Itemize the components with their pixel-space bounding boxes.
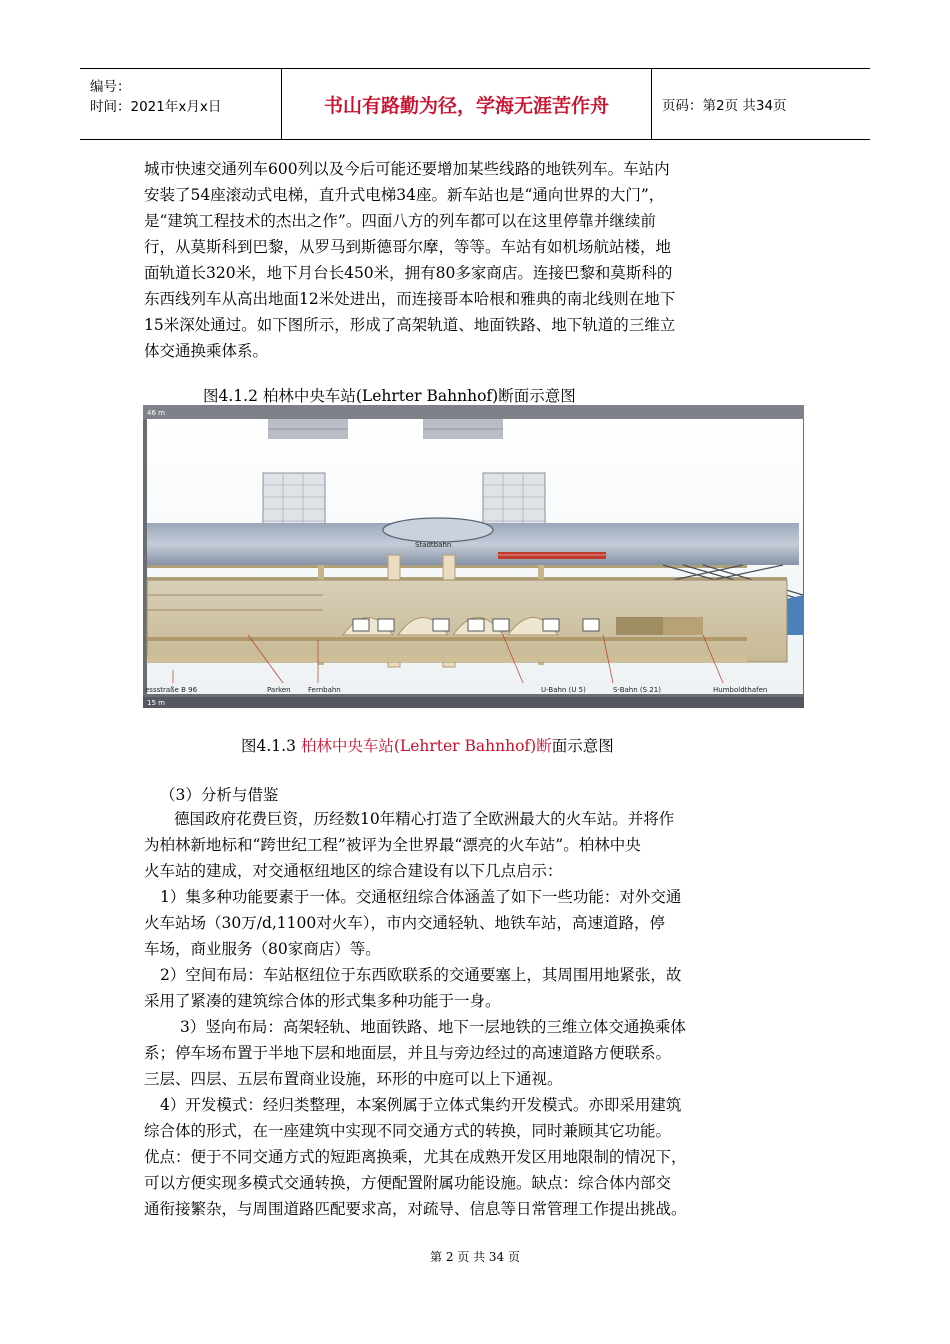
text-line: 15米深处通过。如下图所示，形成了高架轨道、地面铁路、地下轨道的三维立 — [144, 316, 676, 334]
text-line: 东西线列车从高出地面12米处进出，而连接哥本哈根和雅典的南北线则在地下 — [144, 290, 676, 308]
figure-caption-bottom — [241, 734, 614, 756]
text-line: 行，从莫斯科到巴黎，从罗马到斯德哥尔摩，等等。车站有如机场航站楼，地 — [144, 238, 672, 256]
ubahn-label: U-Bahn (U 5) — [541, 686, 586, 694]
text-line: 火车站的建成，对交通枢纽地区的综合建设有以下几点启示： — [144, 862, 563, 880]
text-line: 三层、四层、五层布置商业设施，环形的中庭可以上下通视。 — [144, 1070, 563, 1088]
text-line: 是“建筑工程技术的杰出之作”。四面八方的列车都可以在这里停靠并继续前 — [144, 212, 656, 230]
text-line: 安装了54座滚动式电梯，直升式电梯34座。新车站也是“通向世界的大门”， — [144, 186, 665, 204]
text-line: 为柏林新地标和“跨世纪工程”被评为全世界最“漂亮的火车站”。柏林中央 — [144, 836, 641, 854]
text-line: 综合体的形式，在一座建筑中实现不同交通方式的转换，同时兼顾其它功能。 — [144, 1122, 672, 1140]
text-line: 优点：便于不同交通方式的短距离换乘，尤其在成熟开发区用地限制的情况下， — [144, 1148, 687, 1166]
point-4 — [144, 1092, 824, 1222]
caption-suffix: 面示意图 — [551, 737, 614, 755]
text-line: 车场，商业服务（80家商店）等。 — [144, 940, 381, 958]
text-line: 采用了紧凑的建筑综合体的形式集多种功能于一身。 — [144, 992, 501, 1010]
point-2 — [144, 962, 824, 1014]
figure-caption-top: 图4.1.2 柏林中央车站(Lehrter Bahnhof)断面示意图 — [203, 387, 576, 405]
parken-label: Parken — [267, 686, 291, 694]
strasse-label: essstraße B 96 — [145, 686, 198, 694]
text-line: 可以方便实现多模式交通转换，方便配置附属功能设施。缺点：综合体内部交 — [144, 1174, 672, 1192]
header-page-info: 页码：第2页 共34页 — [662, 98, 787, 114]
station-section-figure — [143, 405, 804, 708]
caption-prefix: 图4.1.3 — [241, 737, 301, 755]
text-line: 2）空间布局：车站枢纽位于东西欧联系的交通要塞上，其周围用地紧张，故 — [160, 966, 682, 984]
text-line: 通衔接繁杂，与周围道路匹配要求高，对疏导、信息等日常管理工作提出挑战。 — [144, 1200, 687, 1218]
sbahn-label: S-Bahn (S 21) — [613, 686, 661, 694]
text-line: 德国政府花费巨资，历经数10年精心打造了全欧洲最大的火车站。并将作 — [174, 810, 675, 828]
document-header — [80, 68, 870, 140]
text-line: 火车站场（30万/d,1100对火车），市内交通轻轨、地铁车站，高速道路，停 — [144, 914, 665, 932]
header-meta-cell — [80, 69, 282, 139]
text-line: 体交通换乘体系。 — [144, 342, 269, 360]
section-title: （3）分析与借鉴 — [160, 786, 279, 804]
number-label: 编号： — [90, 79, 131, 95]
text-line: 面轨道长320米，地下月台长450米，拥有80多家商店。连接巴黎和莫斯科的 — [144, 264, 673, 282]
fernbahn-label: Fernbahn — [308, 686, 341, 694]
paragraph-1 — [144, 156, 824, 364]
paragraph-2 — [144, 806, 824, 884]
stadtbahn-label: Stadtbahn — [415, 541, 452, 549]
height-bottom-label: 15 m — [147, 699, 165, 707]
text-line: 1）集多种功能要素于一体。交通枢纽综合体涵盖了如下一些功能：对外交通 — [160, 888, 682, 906]
text-line: 4）开发模式：经归类整理，本案例属于立体式集约开发模式。亦即采用建筑 — [160, 1096, 682, 1114]
time-label: 时间：2021年x月x日 — [90, 99, 222, 115]
humboldthafen-label: Humboldthafen — [713, 686, 768, 694]
text-line: 系；停车场布置于半地下层和地面层，并且与旁边经过的高速道路方便联系。 — [144, 1044, 672, 1062]
text-line: 3）竖向布局：高架轻轨、地面铁路、地下一层地铁的三维立体交通换乘体 — [180, 1018, 686, 1036]
point-1 — [144, 884, 824, 962]
text-line: 城市快速交通列车600列以及今后可能还要增加某些线路的地铁列车。车站内 — [144, 160, 670, 178]
height-top-label: 46 m — [147, 409, 165, 417]
page-footer: 第 2 页 共 34 页 — [430, 1250, 520, 1264]
header-motto: 书山有路勤为径，学海无涯苦作舟 — [282, 69, 652, 139]
point-3 — [144, 1014, 824, 1092]
caption-red-text: 柏林中央车站(Lehrter Bahnhof)断 — [300, 737, 552, 755]
